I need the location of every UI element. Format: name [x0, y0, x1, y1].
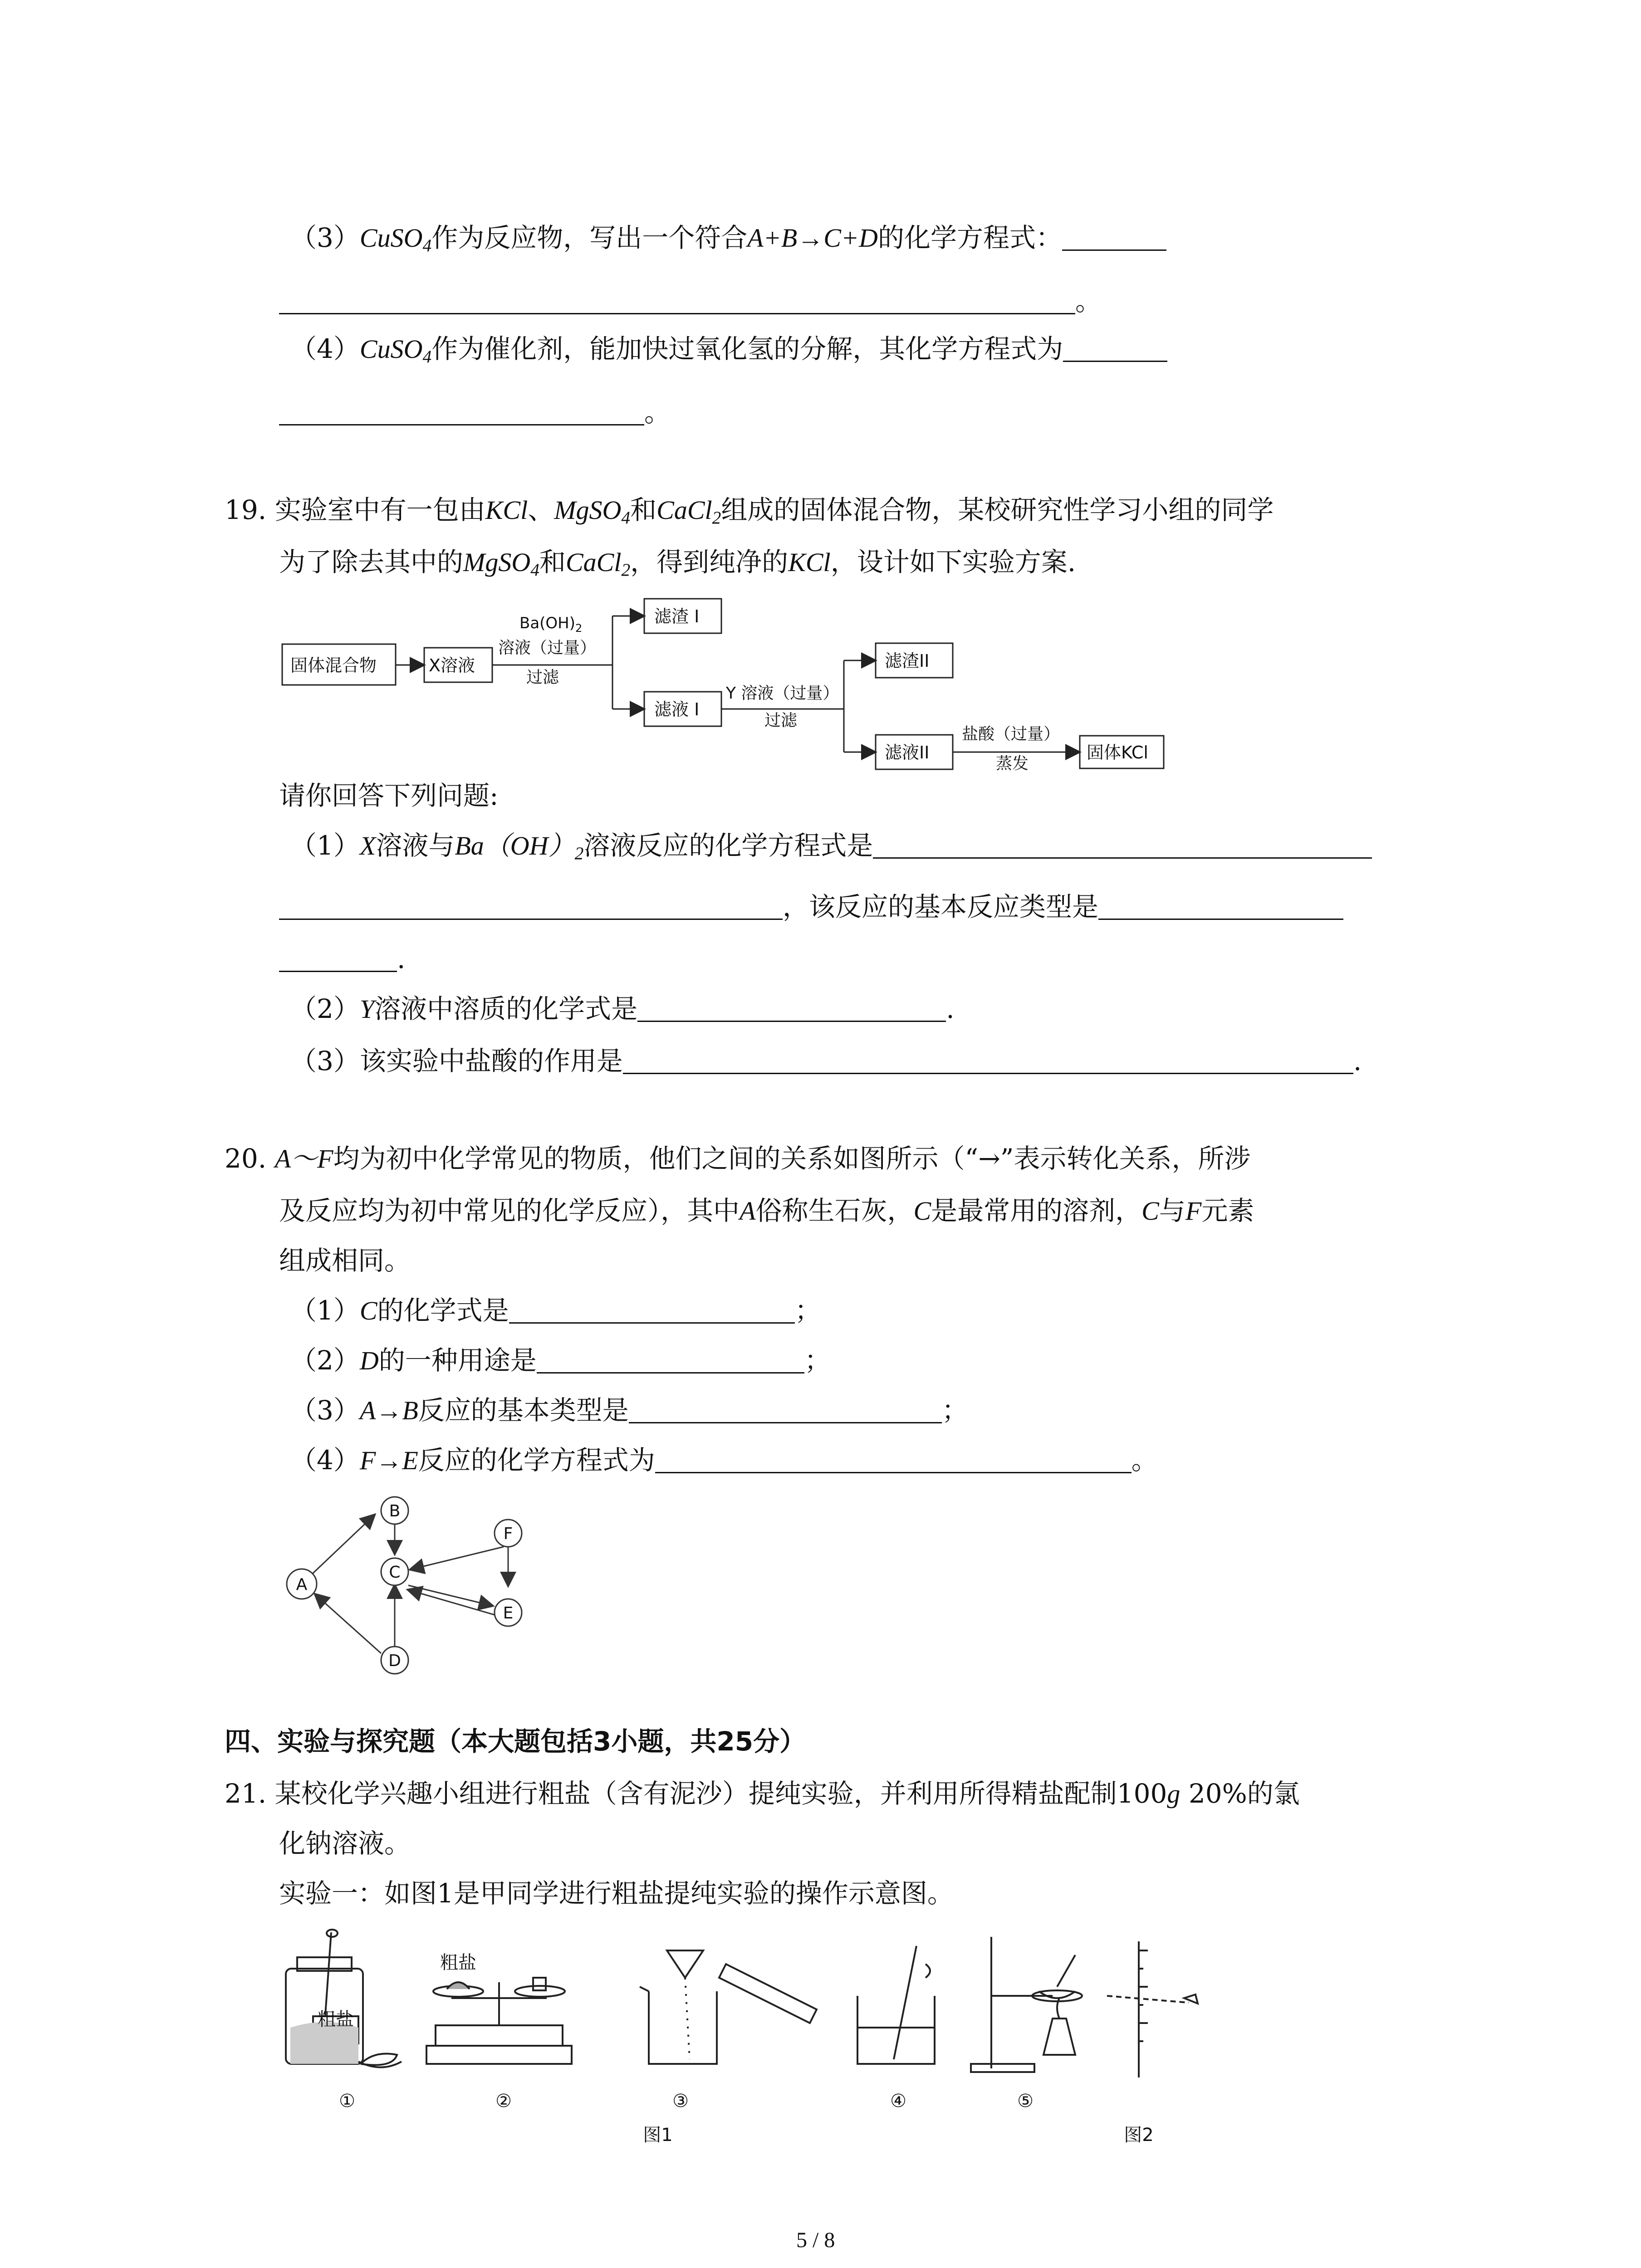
node-c-label: C [389, 1563, 401, 1582]
q19-part1-line1: （1）X溶液与Ba（OH）2溶液反应的化学方程式是 [290, 830, 1372, 862]
node-b-label: B [389, 1502, 401, 1520]
flow-text-y: Y 溶液（过量） [726, 684, 839, 703]
q20-line3: 组成相同。 [279, 1245, 411, 1276]
q19-part1-line2: ，该反应的基本反应类型是 [279, 891, 1343, 923]
answer-blank[interactable] [1098, 892, 1343, 920]
flow-text-x: X溶液 [429, 655, 475, 675]
node-d-label: D [388, 1652, 401, 1670]
figure-label-5: ⑤ [1017, 2091, 1034, 2112]
flow-text-kcl: 固体KCl [1087, 743, 1148, 763]
flow-text-filter1: 过滤 [526, 668, 559, 687]
answer-blank[interactable] [623, 1046, 1353, 1074]
q20-relation-diagram [272, 1483, 554, 1678]
flow-text-baoh2: $Ba(OH)_2$ [519, 614, 583, 635]
q21-line1: 21. 某校化学兴趣小组进行粗盐（含有泥沙）提纯实验，并利用所得精盐配制100g 20%的氯 [225, 1778, 1300, 1809]
q19-part2: （2）Y溶液中溶质的化学式是 . [290, 993, 955, 1024]
flow-text-filter2: 过滤 [764, 711, 798, 730]
figure-label-3: ③ [672, 2091, 689, 2112]
q18-part4-line2: 。 [279, 397, 671, 429]
q20-part4: （4）F→E反应的化学方程式为 。 [290, 1445, 1158, 1476]
flow-text-residue2: 滤渣II [885, 651, 930, 671]
node-f-label: F [503, 1525, 513, 1543]
q18-part3-line1: （3）CuSO4作为反应物，写出一个符合A+B→C+D的化学方程式： [290, 222, 1166, 254]
beaker-stir-icon [857, 1946, 935, 2064]
flow-text-hcl: 盐酸（过量） [962, 725, 1060, 743]
answer-blank[interactable] [637, 994, 946, 1022]
answer-blank[interactable] [279, 287, 1075, 314]
answer-blank[interactable] [509, 1296, 795, 1324]
q19-flow-diagram [272, 590, 1180, 780]
q19-ask: 请你回答下列问题: [279, 780, 499, 811]
figure2-caption: 图2 [1124, 2125, 1154, 2146]
flow-text-evap: 蒸发 [996, 754, 1029, 773]
answer-blank[interactable] [629, 1396, 942, 1423]
pour-into-beaker-icon [640, 1950, 817, 2064]
q19-part3: （3）该实验中盐酸的作用是 . [290, 1046, 1362, 1076]
cylinder-reading-icon [1107, 1941, 1198, 2077]
q20-part3: （3）A→B反应的基本类型是 ； [290, 1395, 968, 1426]
page-number: 5 / 8 [796, 2228, 835, 2252]
flow-text-filtrate2: 滤液II [885, 743, 930, 763]
balance-salt-label: 粗盐 [440, 1952, 476, 1973]
q19-part1-line3: . [279, 943, 405, 975]
flow-text-residue1: 滤渣 I [654, 606, 700, 626]
flow-text-excess: 溶液（过量） [498, 639, 597, 657]
q19-line2: 为了除去其中的MgSO4和CaCl2，得到纯净的KCl，设计如下实验方案. [279, 547, 1076, 580]
salt-jar-label: 粗盐 [318, 2009, 354, 2030]
figure-label-4: ④ [890, 2091, 906, 2112]
flow-text-filtrate1: 滤液 I [654, 699, 700, 719]
answer-blank[interactable] [537, 1346, 804, 1374]
q19-line1: 19. 实验室中有一包由KCl、MgSO4和CaCl2组成的固体混合物，某校研究性学习小组的同学 [225, 494, 1274, 528]
q21-line3: 实验一：如图1是甲同学进行粗盐提纯实验的操作示意图。 [279, 1878, 954, 1909]
section4-title: 四、实验与探究题（本大题包括3小题，共25分） [225, 1726, 806, 1757]
node-e-label: E [503, 1604, 514, 1623]
q18-part3-line2: 。 [279, 286, 1102, 318]
flow-text-solid: 固体混合物 [290, 655, 377, 675]
q20-part1: （1）C的化学式是 ； [290, 1295, 821, 1326]
q20-line1: 20. A～F均为初中化学常见的物质，他们之间的关系如图所示（“→”表示转化关系，所涉 [225, 1143, 1251, 1174]
answer-blank[interactable] [279, 892, 783, 920]
answer-blank[interactable] [1062, 223, 1166, 251]
q21-lab-figure [272, 1923, 1225, 2150]
node-a-label: A [296, 1575, 308, 1594]
q18-part4-line1: （4）CuSO4作为催化剂，能加快过氧化氢的分解，其化学方程式为 [290, 333, 1167, 365]
figure-label-2: ② [495, 2091, 512, 2112]
q20-line2: 及反应均为初中常见的化学反应），其中A俗称生石灰，C是最常用的溶剂，C与F元素 [279, 1195, 1254, 1226]
q20-part2: （2）D的一种用途是 ； [290, 1345, 831, 1376]
answer-blank[interactable] [279, 944, 397, 972]
balance-icon [426, 1978, 572, 2064]
answer-blank[interactable] [1063, 334, 1167, 362]
q21-line2: 化钠溶液。 [279, 1828, 411, 1859]
jar-spatula-icon [286, 1930, 402, 2068]
figure1-caption: 图1 [643, 2125, 673, 2146]
answer-blank[interactable] [873, 831, 1372, 859]
figure-label-1: ① [339, 2091, 355, 2112]
evaporation-setup-icon [971, 1937, 1082, 2072]
answer-blank[interactable] [655, 1446, 1132, 1473]
answer-blank[interactable] [279, 398, 644, 425]
